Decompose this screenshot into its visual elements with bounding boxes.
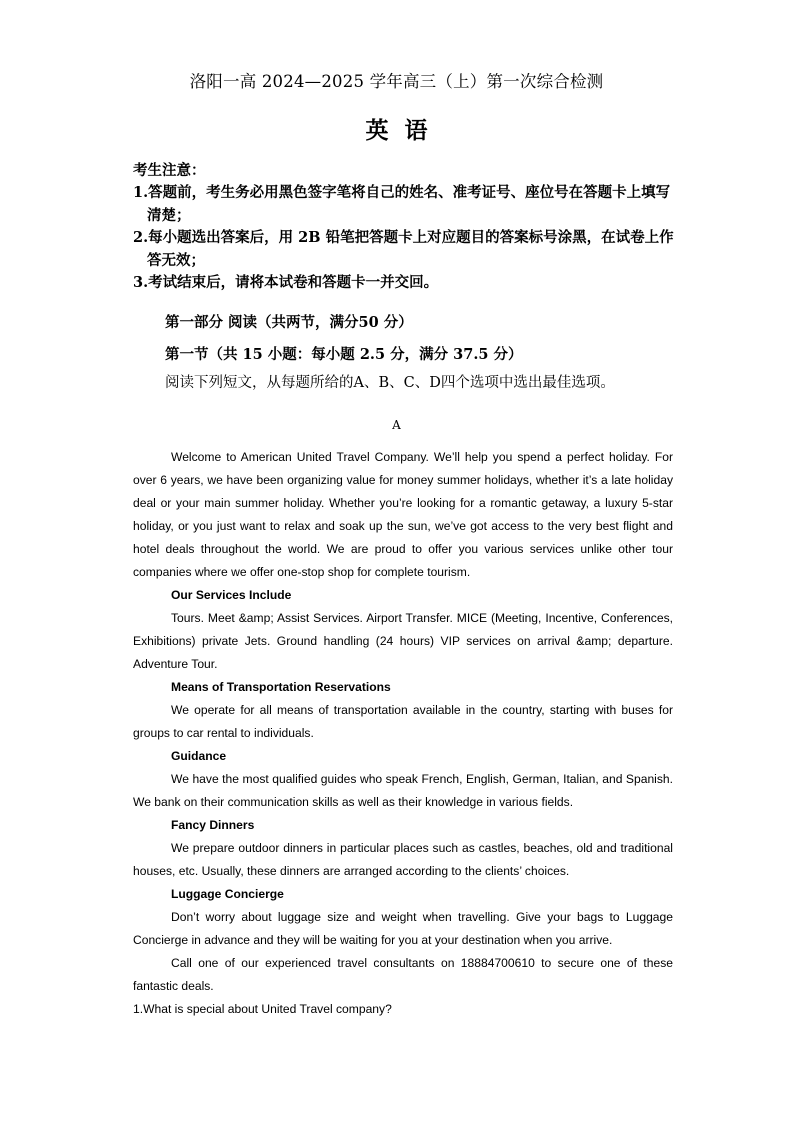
reading-instruction: 阅读下列短文，从每题所给的A、B、C、D四个选项中选出最佳选项。 bbox=[165, 375, 615, 391]
luggage-text: Don’t worry about luggage size and weight when travelling. Give your bags to Luggage Concierge in advance and they will be waiting for you at your destination when you arrive. bbox=[133, 910, 673, 947]
notice-item: 3.考试结束后，请将本试卷和答题卡一并交回。 bbox=[133, 274, 439, 292]
subsection-heading: 第一节（共 15 小题：每小题 2.5 分，满分 37.5 分） bbox=[165, 346, 523, 363]
luggage-heading: Luggage Concierge bbox=[171, 887, 284, 901]
notice-item: 1.答题前，考生务必用黑色签字笔将自己的姓名、准考证号、座位号在答题卡上填写清楚； bbox=[133, 184, 671, 224]
services-heading: Our Services Include bbox=[171, 588, 292, 602]
dinners-heading: Fancy Dinners bbox=[171, 818, 255, 832]
guidance-text: We have the most qualified guides who speak French, English, German, Italian, and Spanish. We bank on their communication skills as well as their knowledge in various fields. bbox=[133, 772, 673, 809]
part-heading: 第一部分 阅读（共两节，满分50 分） bbox=[165, 314, 413, 331]
closing-text: Call one of our experienced travel consultants on 18884700610 to secure one of these fantastic deals. bbox=[133, 956, 673, 993]
notice-item: 2.每小题选出答案后，用 2B 铅笔把答题卡上对应题目的答案标号涂黑，在试卷上作答无效； bbox=[133, 229, 674, 269]
guidance-heading: Guidance bbox=[171, 749, 227, 763]
services-text: Tours. Meet &amp; Assist Services. Airport Transfer. MICE (Meeting, Incentive, Conferences, Exhibitions) private Jets. Ground handling (24 hours) VIP services on arrival &amp; departure. Adventure Tour. bbox=[133, 611, 673, 671]
notice-heading: 考生注意： bbox=[133, 162, 206, 179]
dinners-text: We prepare outdoor dinners in particular places such as castles, beaches, old and traditional houses, etc. Usually, these dinners are arranged according to the clients’ choices. bbox=[133, 841, 673, 878]
candidate-notice bbox=[133, 160, 678, 294]
transport-text: We operate for all means of transportation available in the country, starting with buses for groups to car rental to individuals. bbox=[133, 703, 673, 740]
passage-label: A bbox=[392, 418, 401, 432]
subject-title: 英语 bbox=[365, 117, 444, 144]
reading-passage bbox=[133, 446, 673, 1021]
passage-intro: Welcome to American United Travel Company. We’ll help you spend a perfect holiday. For over 6 years, we have been organizing value for money summer holidays, whether it’s a late holiday deal or your main summer holiday. Whether you’re looking for a romantic getaway, a luxury 5-star holiday, or you just want to relax and soak up the sun, we’ve got access to the very best flight and hotel deals throughout the world. We are proud to offer you various services unlike other tour companies where we offer one-stop shop for complete tourism. bbox=[133, 450, 673, 579]
exam-title: 洛阳一高 2024—2025 学年高三（上）第一次综合检测 bbox=[189, 72, 604, 91]
question-1: 1.What is special about United Travel company? bbox=[133, 1002, 392, 1016]
transport-heading: Means of Transportation Reservations bbox=[171, 680, 391, 694]
